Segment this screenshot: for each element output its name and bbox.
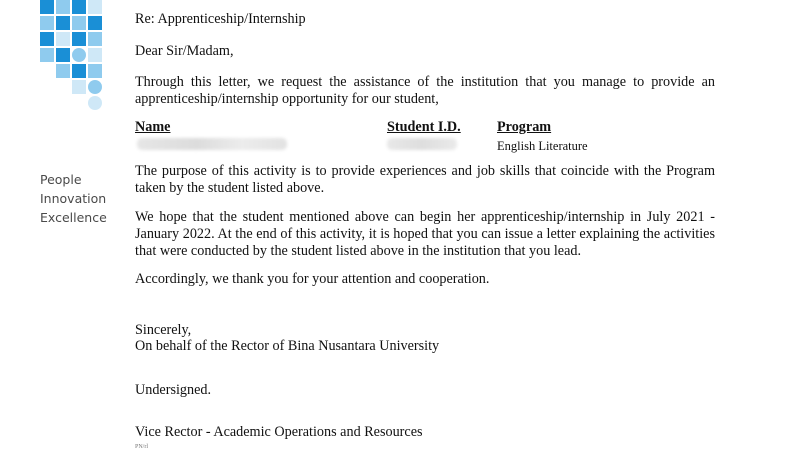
student-table bbox=[135, 119, 715, 155]
logo-tile bbox=[56, 48, 70, 62]
letter-salutation: Dear Sir/Madam, bbox=[135, 43, 234, 59]
header-student-id: Student I.D. bbox=[387, 119, 461, 135]
logo-tile bbox=[88, 64, 102, 78]
logo-tile bbox=[88, 80, 102, 94]
tagline-line-3: Excellence bbox=[40, 210, 107, 225]
university-logo-mosaic bbox=[40, 0, 102, 116]
logo-tile bbox=[40, 16, 54, 30]
logo-tile bbox=[88, 32, 102, 46]
logo-tile bbox=[40, 32, 54, 46]
logo-tile bbox=[40, 48, 54, 62]
paragraph-intro: Through this letter, we request the assistance of the institution that you manage to provide an apprenticeship/internship opportunity for our student, bbox=[135, 74, 715, 107]
paragraph-purpose: The purpose of this activity is to provide experiences and job skills that coincide with the Program taken by the student listed above. bbox=[135, 163, 715, 196]
closing-undersigned: Undersigned. bbox=[135, 382, 212, 398]
logo-tile bbox=[72, 80, 86, 94]
logo-tile bbox=[88, 96, 102, 110]
logo-tile bbox=[56, 64, 70, 78]
logo-tile bbox=[40, 0, 54, 14]
redacted-student-id bbox=[387, 138, 457, 150]
letter-subject: Re: Apprenticeship/Internship bbox=[135, 11, 306, 27]
signatory-title: Vice Rector - Academic Operations and Resources bbox=[135, 424, 423, 440]
logo-tile bbox=[72, 0, 86, 14]
tagline-line-2: Innovation bbox=[40, 191, 107, 206]
logo-tile bbox=[72, 64, 86, 78]
footer-initials: PN/rl bbox=[135, 444, 149, 450]
logo-tile bbox=[56, 0, 70, 14]
header-name: Name bbox=[135, 119, 171, 135]
redacted-student-name bbox=[137, 138, 287, 150]
logo-tile bbox=[88, 16, 102, 30]
closing-behalf: On behalf of the Rector of Bina Nusantara University bbox=[135, 338, 440, 354]
logo-tile bbox=[72, 16, 86, 30]
tagline-line-1: People bbox=[40, 172, 82, 187]
header-program: Program bbox=[497, 119, 552, 135]
logo-tile bbox=[88, 0, 102, 14]
logo-tile bbox=[88, 48, 102, 62]
closing-sincerely: Sincerely, bbox=[135, 322, 192, 338]
logo-tile bbox=[56, 16, 70, 30]
logo-tile bbox=[72, 32, 86, 46]
student-program: English Literature bbox=[497, 139, 588, 153]
paragraph-hope: We hope that the student mentioned above can begin her apprenticeship/internship in July 2021 - January 2022. At the end of this activity, it is hoped that you can issue a letter explaining the activities that were conducted by the student listed above in the institution that you lead. bbox=[135, 209, 715, 259]
logo-tile bbox=[56, 32, 70, 46]
logo-tagline bbox=[40, 170, 107, 227]
logo-tile bbox=[72, 48, 86, 62]
paragraph-thanks: Accordingly, we thank you for your attention and cooperation. bbox=[135, 271, 490, 287]
